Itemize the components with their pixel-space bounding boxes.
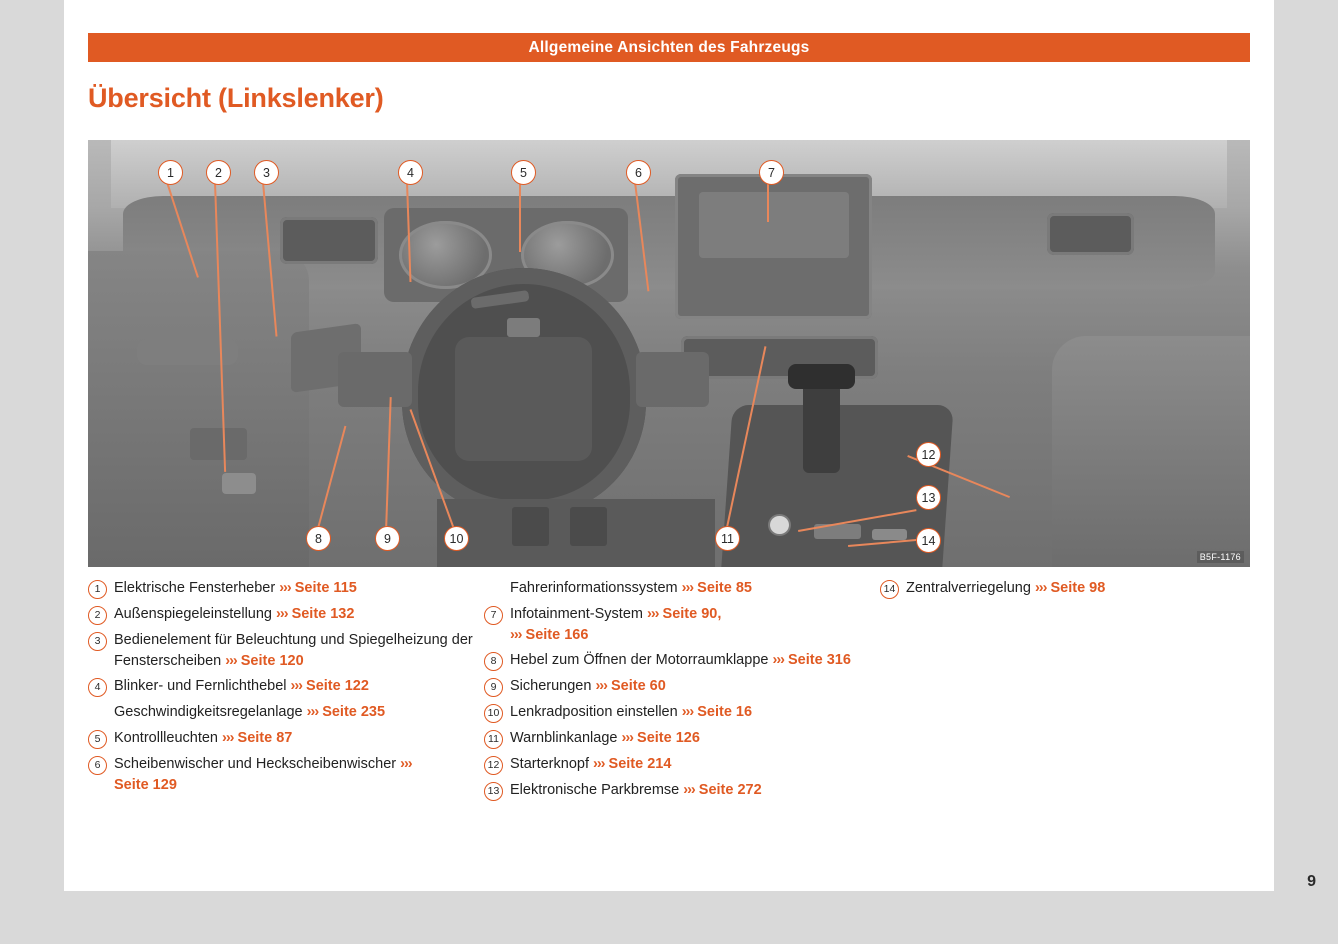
legend-label: Scheibenwischer und Heckscheibenwischer	[114, 756, 401, 773]
figure-callout-3[interactable]	[254, 160, 279, 185]
legend-page-ref[interactable]: Seite 126	[637, 730, 700, 747]
chevron-icon: ›››	[772, 652, 784, 669]
legend-number	[484, 580, 503, 599]
legend-label: Fahrerinformationssystem	[510, 580, 682, 596]
chevron-icon: ›››	[400, 756, 412, 773]
legend-text	[510, 780, 870, 801]
figure-callout-11[interactable]	[715, 526, 740, 551]
legend-number: 1	[88, 580, 107, 599]
legend-number: 9	[484, 678, 503, 697]
mirror-control-shape	[222, 473, 257, 494]
figure-callout-8[interactable]	[306, 526, 331, 551]
legend-page-ref[interactable]: Seite 272	[698, 782, 762, 799]
legend-page-ref[interactable]: Seite 87	[237, 730, 293, 747]
legend-label: Geschwindigkeitsregelanlage	[114, 704, 307, 721]
legend-page-ref[interactable]: Seite 214	[608, 756, 672, 773]
legend-label: Sicherungen	[510, 678, 596, 695]
legend-label: Kontrollleuchten	[114, 730, 223, 747]
list-item[interactable]	[88, 754, 474, 795]
figure-callout-8-label: 8	[315, 531, 322, 546]
legend-column-2	[484, 578, 880, 806]
legend-text	[510, 650, 870, 671]
list-item[interactable]	[484, 702, 870, 723]
brand-badge-shape	[507, 318, 540, 338]
figure-callout-9-label: 9	[384, 531, 391, 546]
legend-page-ref[interactable]: Seite 122	[306, 678, 369, 695]
section-header-bar	[88, 33, 1250, 62]
figure-callout-4-label: 4	[407, 165, 414, 180]
legend-label: Starterknopf	[510, 756, 594, 773]
legend-list	[88, 578, 1250, 806]
air-vent-left-shape	[280, 217, 379, 264]
chevron-icon: ›››	[621, 730, 633, 747]
legend-label: Warnblinkanlage	[510, 730, 622, 747]
list-item[interactable]	[88, 630, 474, 671]
legend-page-ref[interactable]: Seite 90,	[662, 606, 722, 622]
legend-number: 11	[484, 730, 503, 749]
list-item[interactable]	[88, 604, 474, 625]
air-vent-right-shape	[1047, 213, 1134, 256]
passenger-seat-shape	[1052, 336, 1250, 567]
figure-code: B5F-1176	[1197, 551, 1244, 563]
chevron-icon: ›››	[593, 756, 605, 773]
figure-callout-2-label: 2	[215, 165, 222, 180]
legend-text	[510, 728, 870, 749]
page-title: Übersicht (Linkslenker)	[88, 83, 384, 113]
legend-label: Elektrische Fensterheber	[114, 580, 280, 596]
gear-knob-shape	[788, 364, 855, 388]
legend-page-ref[interactable]: Seite 115	[294, 580, 357, 596]
legend-page-ref[interactable]: Seite 129	[114, 776, 177, 793]
legend-text	[114, 728, 474, 749]
legend-text	[114, 702, 474, 723]
infotainment-screen-shape	[675, 174, 873, 319]
legend-page-ref[interactable]: Seite 60	[610, 678, 666, 695]
figure-callout-6[interactable]	[626, 160, 651, 185]
chevron-icon: ›››	[276, 606, 288, 622]
legend-text	[114, 604, 474, 625]
figure-callout-12-label: 12	[921, 447, 936, 462]
legend-column-1	[88, 578, 484, 806]
window-switch-shape	[190, 428, 247, 460]
legend-page-ref[interactable]: Seite 235	[322, 704, 386, 721]
chevron-icon: ›››	[681, 580, 694, 596]
vehicle-interior-figure	[88, 140, 1250, 567]
start-button-shape	[770, 516, 789, 534]
legend-page-ref[interactable]: Seite 16	[697, 704, 753, 721]
steering-wheel-shape	[402, 268, 646, 516]
section-header-title: Allgemeine Ansichten des Fahrzeugs	[528, 38, 810, 56]
legend-label: Lenkradposition einstellen	[510, 704, 682, 721]
legend-column-3	[880, 578, 1250, 806]
figure-callout-14[interactable]	[916, 528, 941, 553]
chevron-icon: ›››	[222, 730, 234, 747]
figure-callout-13-label: 13	[921, 490, 936, 505]
legend-number: 6	[88, 756, 107, 775]
legend-page-ref[interactable]: Seite 85	[697, 580, 752, 596]
legend-number: 5	[88, 730, 107, 749]
legend-number: 2	[88, 606, 107, 625]
list-item[interactable]	[484, 728, 870, 749]
legend-number: 4	[88, 678, 107, 697]
legend-label: Zentralverriegelung	[906, 580, 1035, 596]
legend-text	[510, 702, 870, 723]
list-item[interactable]	[88, 676, 474, 697]
legend-label: Blinker- und Fernlichthebel	[114, 678, 291, 695]
figure-callout-12[interactable]	[916, 442, 941, 467]
figure-callout-1-label: 1	[167, 165, 174, 180]
figure-callout-4[interactable]	[398, 160, 423, 185]
legend-text	[510, 578, 870, 599]
legend-page-ref-secondary[interactable]: Seite 166	[525, 626, 589, 643]
legend-page-ref[interactable]: Seite 120	[240, 652, 304, 669]
legend-text	[114, 754, 474, 795]
legend-text	[114, 578, 474, 599]
chevron-icon: ›››	[681, 704, 694, 721]
list-item[interactable]	[484, 578, 870, 599]
door-panel-shape	[88, 251, 309, 567]
figure-callout-10-label: 10	[449, 531, 464, 546]
list-item[interactable]	[484, 754, 870, 775]
accelerator-pedal-shape	[570, 507, 607, 545]
legend-number: 8	[484, 652, 503, 671]
legend-page-ref[interactable]: Seite 316	[788, 652, 851, 669]
figure-callout-2[interactable]	[206, 160, 231, 185]
leader-line-5	[519, 182, 521, 252]
legend-text	[510, 604, 870, 645]
figure-callout-6-label: 6	[635, 165, 642, 180]
figure-callout-9[interactable]	[375, 526, 400, 551]
legend-label: Infotainment-System	[510, 606, 647, 622]
chevron-icon: ›››	[510, 626, 522, 643]
legend-number: 14	[880, 580, 899, 599]
legend-number: 10	[484, 704, 503, 723]
door-handle-shape	[137, 339, 239, 364]
legend-text	[114, 676, 474, 697]
infotainment-screen-inner-shape	[699, 192, 849, 259]
chevron-icon: ›››	[1034, 580, 1047, 596]
legend-number: 12	[484, 756, 503, 775]
legend-page-ref[interactable]: Seite 98	[1050, 580, 1106, 596]
figure-callout-5-label: 5	[520, 165, 527, 180]
list-item[interactable]	[880, 578, 1250, 599]
gear-lever-shape	[803, 379, 840, 473]
list-item[interactable]	[484, 676, 870, 697]
chevron-icon: ›››	[595, 678, 607, 695]
steering-controls-left-shape	[338, 352, 411, 406]
legend-label: Bedienelement für Beleuchtung und Spiegelheizung der Fensterscheiben	[114, 632, 473, 669]
page-number: 9	[1307, 873, 1316, 890]
central-locking-button-shape	[872, 529, 907, 540]
legend-label: Hebel zum Öffnen der Motorraumklappe	[510, 652, 773, 669]
chevron-icon: ›››	[225, 652, 237, 669]
leader-line-7	[767, 182, 769, 222]
legend-number: 7	[484, 606, 503, 625]
figure-callout-7[interactable]	[759, 160, 784, 185]
figure-callout-7-label: 7	[768, 165, 775, 180]
list-item[interactable]	[484, 650, 870, 671]
list-item[interactable]	[484, 780, 870, 801]
chevron-icon: ›››	[279, 580, 291, 596]
list-item[interactable]	[88, 728, 474, 749]
brake-pedal-shape	[512, 507, 549, 545]
legend-label: Elektronische Parkbremse	[510, 782, 684, 799]
legend-page-ref[interactable]: Seite 132	[291, 606, 355, 622]
chevron-icon: ›››	[306, 704, 319, 721]
legend-number	[88, 704, 107, 723]
legend-number: 13	[484, 782, 503, 801]
figure-callout-5[interactable]	[511, 160, 536, 185]
steering-controls-right-shape	[636, 352, 709, 406]
steering-wheel-hub-shape	[455, 337, 592, 461]
legend-text	[906, 578, 1250, 599]
list-item[interactable]	[484, 604, 870, 645]
legend-label: Außenspiegeleinstellung	[114, 606, 277, 622]
list-item[interactable]	[88, 702, 474, 723]
chevron-icon: ›››	[683, 782, 695, 799]
list-item[interactable]	[88, 578, 474, 599]
figure-callout-14-label: 14	[921, 533, 936, 548]
chevron-icon: ›››	[290, 678, 303, 695]
figure-callout-1[interactable]	[158, 160, 183, 185]
legend-text	[510, 754, 870, 775]
legend-number: 3	[88, 632, 107, 651]
legend-text	[510, 676, 870, 697]
figure-callout-10[interactable]	[444, 526, 469, 551]
figure-callout-3-label: 3	[263, 165, 270, 180]
legend-text	[114, 630, 474, 671]
figure-callout-11-label: 11	[721, 531, 734, 546]
figure-callout-13[interactable]	[916, 485, 941, 510]
chevron-icon: ›››	[647, 606, 659, 622]
